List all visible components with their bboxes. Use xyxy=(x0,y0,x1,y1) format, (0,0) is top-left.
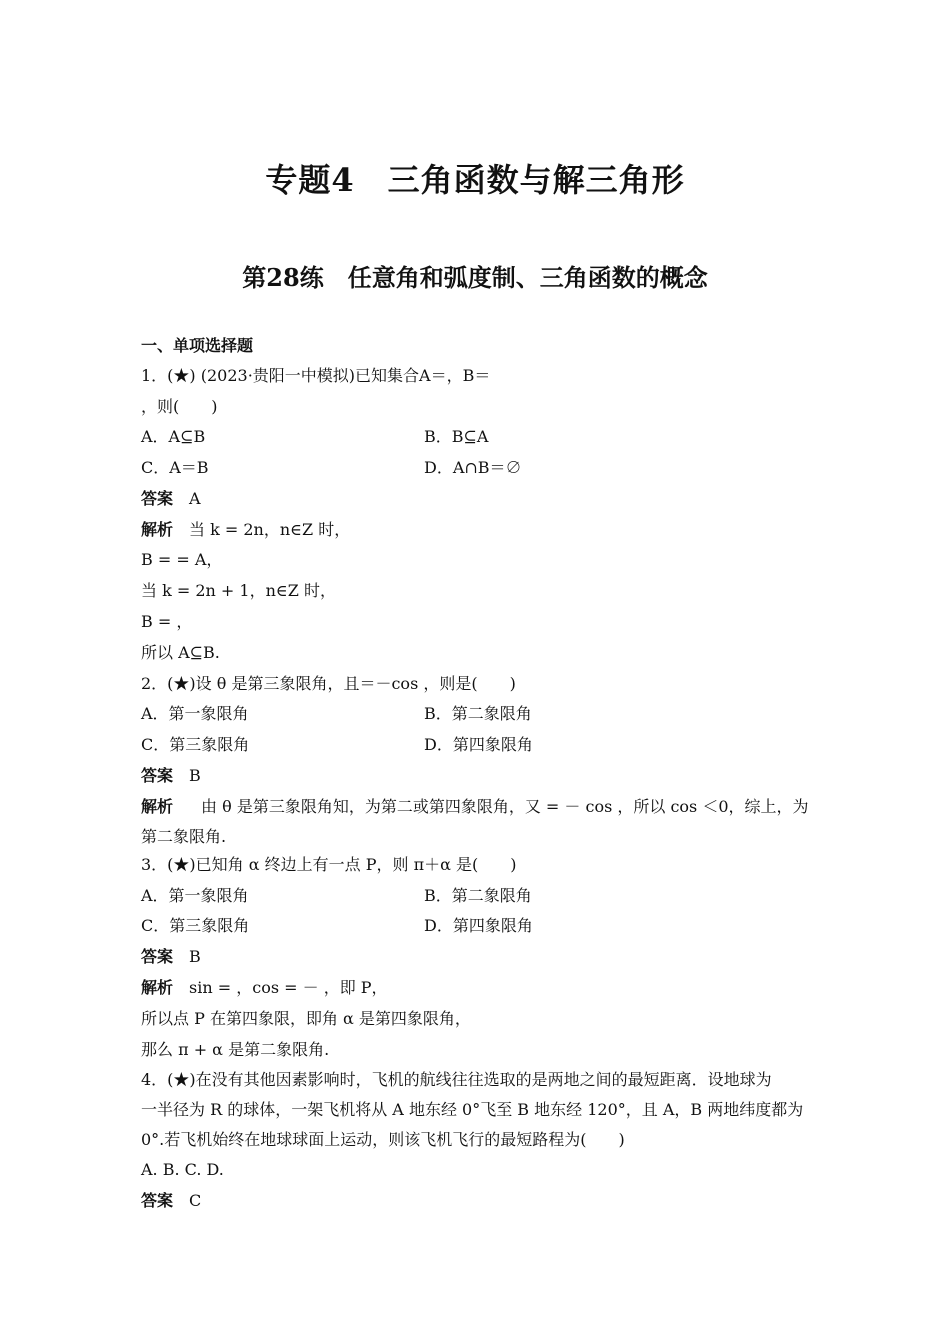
analysis-text: 当 k = 2n，n∈Z 时， xyxy=(189,520,351,539)
q2-analysis-line2: 第二象限角. xyxy=(141,827,227,846)
answer-label: 答案 xyxy=(141,766,174,785)
q4-answer xyxy=(141,1191,201,1211)
q3-option-d: D．第四象限角 xyxy=(424,916,533,935)
q1-option-b: B．B⊆A xyxy=(424,427,489,446)
q2-answer xyxy=(141,766,201,786)
q2-option-a: A．第一象限角 xyxy=(141,704,249,723)
analysis-label: 解析 xyxy=(141,520,174,539)
q3-analysis xyxy=(141,978,388,998)
answer-value: B xyxy=(189,766,201,785)
q3-option-b: B．第二象限角 xyxy=(424,886,532,905)
q4-stem-line3: 0°.若飞机始终在地球球面上运动，则该飞机飞行的最短路程为( ) xyxy=(141,1130,625,1149)
q1-analysis-line3: 当 k = 2n + 1，n∈Z 时， xyxy=(141,581,336,600)
section-heading: 一、单项选择题 xyxy=(141,336,254,355)
answer-label: 答案 xyxy=(141,1191,174,1210)
q3-analysis-line2: 所以点 P 在第四象限，即角 α 是第四象限角， xyxy=(141,1009,471,1028)
answer-value: C xyxy=(189,1191,202,1210)
q3-stem: 3．(★)已知角 α 终边上有一点 P，则 π＋α 是( ) xyxy=(141,855,517,874)
q4-stem-line2: 一半径为 R 的球体，一架飞机将从 A 地东经 0°飞至 B 地东经 120°，且 A，B 两地纬度都为 xyxy=(141,1100,804,1119)
q2-option-b: B．第二象限角 xyxy=(424,704,532,723)
q3-analysis-line3: 那么 π + α 是第二象限角. xyxy=(141,1040,330,1059)
q3-option-a: A．第一象限角 xyxy=(141,886,249,905)
exercise-subtitle: 第28练 任意角和弧度制、三角函数的概念 xyxy=(242,263,708,292)
analysis-label: 解析 xyxy=(141,797,174,816)
q1-analysis-line5: 所以 A⊆B. xyxy=(141,643,220,662)
q1-stem: 1．(★) (2023·贵阳一中模拟)已知集合A＝，B＝ xyxy=(141,366,491,385)
analysis-text: sin = ，cos = － ，即 P， xyxy=(189,978,388,997)
q2-analysis xyxy=(141,797,809,817)
q4-stem-line1: 4．(★)在没有其他因素影响时，飞机的航线往往选取的是两地之间的最短距离．设地球为 xyxy=(141,1070,772,1089)
q1-stem-cont: ，则( ) xyxy=(141,397,218,416)
answer-label: 答案 xyxy=(141,489,174,508)
answer-value: B xyxy=(189,947,201,966)
q2-stem: 2．(★)设 θ 是第三象限角，且＝－cos ，则是( ) xyxy=(141,674,516,693)
q1-analysis-line4: B = ， xyxy=(141,612,193,631)
q1-option-a: A．A⊆B xyxy=(141,427,206,446)
q3-answer xyxy=(141,947,201,967)
page-title: 专题4 三角函数与解三角形 xyxy=(265,161,685,199)
analysis-label: 解析 xyxy=(141,978,174,997)
q4-options: A. B. C. D. xyxy=(141,1160,224,1179)
q1-analysis-line2: B = = A， xyxy=(141,550,223,569)
q1-analysis xyxy=(141,520,350,540)
q2-option-c: C．第三象限角 xyxy=(141,735,250,754)
q3-option-c: C．第三象限角 xyxy=(141,916,250,935)
q1-option-c: C．A＝B xyxy=(141,458,209,477)
answer-value: A xyxy=(189,489,201,508)
q2-option-d: D．第四象限角 xyxy=(424,735,533,754)
analysis-text: 由 θ 是第三象限角知，为第二或第四象限角，又 = － cos ，所以 cos ＜0，综上，为 xyxy=(201,797,809,816)
q1-option-d: D．A∩B＝∅ xyxy=(424,458,522,477)
answer-label: 答案 xyxy=(141,947,174,966)
q1-answer xyxy=(141,489,201,509)
